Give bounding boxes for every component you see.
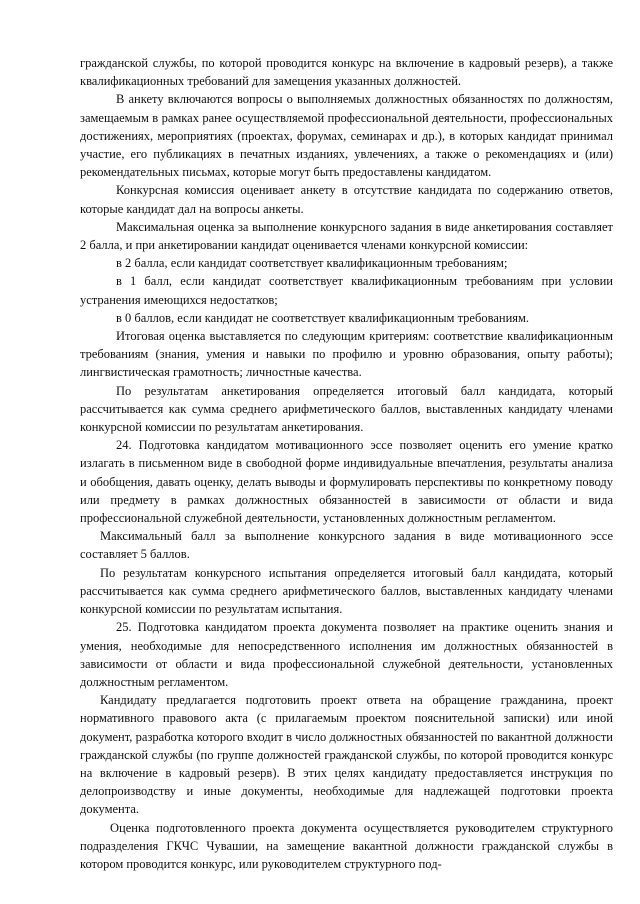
document-body — [80, 54, 613, 873]
paragraph-item-24: 24. Подготовка кандидатом мотивационного эссе позволяет оценить его умение кратко излагать в письменном виде в свободной форме индивидуальные впечатления, результаты анализа и обобщения, давать оценку, делать выводы и формулировать перспективы по конкретному поводу или предмету в рамках должностных обязанностей в зависимости от области и вида профессиональной служебной деятельности, установленных должностным регламентом. — [80, 438, 613, 526]
paragraph-draft-task: Кандидату предлагается подготовить проект ответа на обращение гражданина, проект нормативного правового акта (с прилагаемым проектом пояснительной записки) или иной документ, разработка которого входит в число должностных обязанностей по вакантной должности гражданской службы (по группе должностей гражданской службы, по которой проводится конкурс на включение в кадровый резерв). В этих целях кандидату предоставляется инструкция по делопроизводству и иные документы, необходимые для надлежащей подготовки проекта документа. — [80, 693, 613, 817]
paragraph-draft-evaluation: Оценка подготовленного проекта документа осуществляется руководителем структурного подразделения ГКЧС Чувашии, на замещение вакантной должности гражданской службы в котором проводится конкурс, или руководителем структурного под- — [80, 820, 613, 871]
paragraph-item-25: 25. Подготовка кандидатом проекта документа позволяет на практике оценить знания и умения, необходимые для непосредственного исполнения им должностных обязанностей в зависимости от области и вида профессиональной служебной деятельности, установленных должностным регламентом. — [80, 620, 613, 689]
paragraph-commission-evaluates: Конкурсная комиссия оценивает анкету в отсутствие кандидата по содержанию ответов, которые кандидат дал на вопросы анкеты. — [80, 183, 613, 216]
paragraph-continuation: гражданской службы, по которой проводится конкурс на включение в кадровый резерв), а также квалификационных требований для замещения указанных должностей. — [80, 56, 613, 89]
paragraph-max-score: Максимальная оценка за выполнение конкурсного задания в виде анкетирования составляет 2 балла, и при анкетировании кандидат оценивается членами конкурсной комиссии: — [80, 219, 613, 253]
paragraph-test-results: По результатам конкурсного испытания определяется итоговый балл кандидата, который рассчитывается как сумма среднего арифметического баллов, выставленных кандидату членами конкурсной комиссии по результатам испытания. — [80, 565, 613, 617]
paragraph-essay-max-score: Максимальный балл за выполнение конкурсного задания в виде мотивационного эссе составляет 5 баллов. — [80, 529, 613, 562]
paragraph-final-criteria: Итоговая оценка выставляется по следующим критериям: соответствие квалификационным требованиям (знания, умения и навыки по профилю и уровню образования, опыту работы); лингвистическая грамотность; личностные качества. — [80, 329, 613, 380]
paragraph-final-score: По результатам анкетирования определяется итоговый балл кандидата, который рассчитывается как сумма среднего арифметического баллов, выставленных кандидату членами конкурсной комиссии по результатам анкетирования. — [80, 383, 613, 435]
list-item-2-points: в 2 балла, если кандидат соответствует квалификационным требованиям; — [116, 256, 508, 271]
list-item-1-point: в 1 балл, если кандидат соответствует квалификационным требованиям при условии устранения имеющихся недостатков; — [80, 274, 613, 307]
paragraph-questionnaire-content: В анкету включаются вопросы о выполняемых должностных обязанностях по должностям, замещаемым в рамках ранее осуществляемой профессиональной деятельности, профессиональных достижениях, мероприятиях (проектах, форумах, семинарах и др.), в которых кандидат принимал участие, его публикациях в печатных изданиях, увлечениях, а также о рекомендациях и (или) рекомендательных письмах, которые могут быть предоставлены кандидатом. — [80, 92, 613, 180]
list-item-0-points: в 0 баллов, если кандидат не соответствует квалификационным требованиям. — [116, 310, 530, 325]
